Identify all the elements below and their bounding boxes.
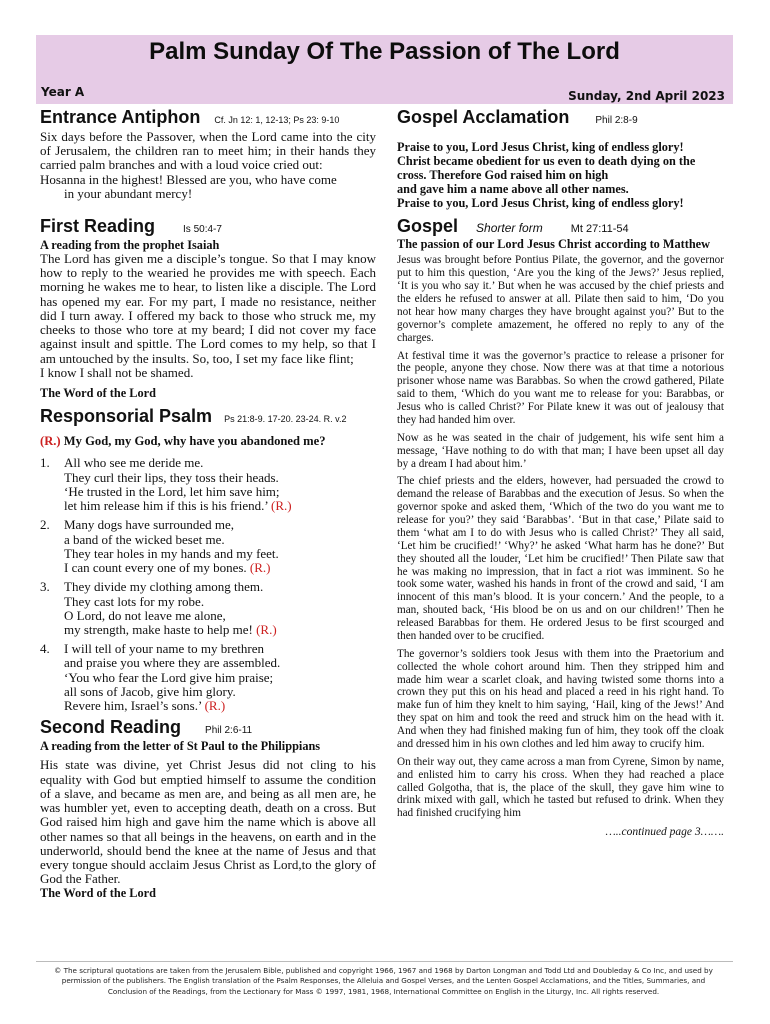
stanza-line-last [64,699,280,713]
stanza-line: all sons of Jacob, give him glory. [64,683,236,699]
entrance-antiphon-text: Six days before the Passover, when the Lord came into the city of Jerusalem, the children ran to meet him; in their hands they carried palm branches and with a loud voice cried out: [40,128,376,173]
gospel-acclamation-heading [397,108,724,128]
stanza-line: They curl their lips, they toss their heads. [64,469,279,485]
gospel-paragraph: The governor’s soldiers took Jesus with them into the Praetorium and collected the whole cohort around him. Then they stripped him and made him wear a scarlet cloak, and having twisted some thorns into a crown they put this on his head and placed a reed in his right hand. To make fun of him they knelt to him saying, ‘Hail, king of the Jews!’ And they spat on him and took the reed and struck him on the head with it. And when they had finished making fun of him, they took off the cloak and dressed him in his own clothes and led him away to crucify him. [397,647,724,750]
service-date: Sunday, 2nd April 2023 [568,89,725,103]
footer-divider [36,961,733,962]
stanza-line-last [64,623,277,637]
second-reading-closing: The Word of the Lord [40,886,156,901]
acclamation-line: Praise to you, Lord Jesus Christ, king of endless glory! [397,196,684,211]
stanza-line: They tear holes in my hands and my feet. [64,545,279,561]
gospel-ref: Mt 27:11-54 [570,222,629,235]
footer-line: permission of the publishers. The English translation of the Psalm Responses, the Alleluia and Gospel Verses, and the Lenten Gospel Acclamations, and the Titles, Summaries, and [61,976,706,986]
response-marker: (R.) [256,622,277,637]
stanza-line: I will tell of your name to my brethren [64,641,265,657]
response-marker: (R.) [40,433,61,448]
first-reading-title: First Reading [40,215,156,236]
stanza-line-last [64,561,279,575]
psalm-stanza [40,518,376,575]
stanza-line: ‘He trusted in the Lord, let him save him; [64,483,280,499]
first-reading-ref: Is 50:4-7 [183,223,222,235]
gospel-acclamation-title: Gospel Acclamation [397,107,570,127]
first-reading-last-line: I know I shall not be shamed. [40,364,194,380]
stanza-line: They divide my clothing among them. [64,579,264,595]
right-column [397,108,724,838]
stanza-line: O Lord, do not leave me alone, [64,607,226,623]
entrance-antiphon-hosanna: Hosanna in the highest! Blessed are you, who have come [40,171,337,187]
page-title: Palm Sunday Of The Passion of The Lord [149,38,620,65]
psalm-response-text: My God, my God, why have you abandoned me? [63,433,326,448]
gospel-subtitle: The passion of our Lord Jesus Christ according to Matthew [397,237,711,252]
first-reading-subtitle: A reading from the prophet Isaiah [40,237,220,252]
gospel-paragraph: Jesus was brought before Pontius Pilate, the governor, and the governor put to him this question, ‘Are you the king of the Jews?’ Jesus replied, ‘It is you who say it.’ But when he was accused by the chief priests and the elders he refused to answer at all. Pilate then said to him, ‘Do you not hear how many charges they have brought against you?’ But to the governor’s complete amazement, he offered no reply to any of the charges. [397,254,724,344]
acclamation-line: and gave him a name above all other names. [397,182,629,197]
second-reading-heading [40,718,376,738]
acclamation-line: Praise to you, Lord Jesus Christ, king of endless glory! [397,139,684,154]
gospel-paragraph: At festival time it was the governor’s practice to release a prisoner for the people, anyone they chose. Now there was at that time a notorious prisoner whose name was Barabbas. So when the crowd gathered, Pilate said to them, ‘Which do you want me to release for you: Barabbas, or Jesus who is called Christ?’ For Pilate knew it was out of jealousy that they had handed him over. [397,349,724,426]
first-reading-heading [40,217,376,237]
stanza-line-last [64,499,292,513]
stanza-line: and praise you where they are assembled. [64,655,281,671]
stanza-line: I can count every one of my bones. [64,560,247,576]
entrance-antiphon-title: Entrance Antiphon [40,107,201,127]
first-reading-closing: The Word of the Lord [40,386,156,401]
stanza-line: Many dogs have surrounded me, [64,517,235,533]
psalm-stanza [40,456,376,513]
psalm-title: Responsorial Psalm [40,406,213,427]
stanza-line: a band of the wicked beset me. [64,531,225,547]
gospel-form: Shorter form [476,220,543,235]
gospel-paragraph: Now as he was seated in the chair of judgement, his wife sent him a message, ‘Have nothing to do with that man; I have been upset all day by a dream I had about him.’ [397,431,724,470]
gospel-heading [397,217,724,237]
stanza-line: All who see me deride me. [64,455,204,471]
stanza-number: 4. [40,641,50,657]
stanza-line: let him release him if this is his friend.’ [64,498,268,514]
stanza-number: 2. [40,517,50,533]
stanza-number: 3. [40,579,50,595]
gospel-paragraph: On their way out, they came across a man from Cyrene, Simon by name, and enlisted him to carry his cross. When they had reached a place called Golgotha, that is, the place of the skull, they gave him wine to drink mixed with gall, which he tasted but refused to drink. When they had finished crucifying him [397,755,724,820]
psalm-response [40,434,376,448]
entrance-antiphon-hosanna-cont: in your abundant mercy! [64,185,193,201]
left-column [40,108,376,901]
psalm-ref: Ps 21:8-9. 17-20. 23-24. R. v.2 [224,414,347,425]
liturgical-year: Year A [41,85,85,99]
psalm-stanza [40,580,376,637]
stanza-line: Revere him, Israel’s sons.’ [64,698,202,714]
psalm-stanza [40,642,376,713]
stanza-line: my strength, make haste to help me! [64,622,253,637]
second-reading-title: Second Reading [40,717,182,738]
gospel-acclamation-ref: Phil 2:8-9 [595,115,638,126]
footer-line: Conclusion of the Readings, from the Lectionary for Mass © 1997, 1981, 1968, International Committee on English in the Liturgy, Inc. All rights reserved. [107,986,660,996]
stanza-number: 1. [40,455,50,471]
second-reading-subtitle: A reading from the letter of St Paul to the Philippians [40,739,321,754]
response-marker: (R.) [249,560,271,576]
response-marker: (R.) [271,498,292,514]
acclamation-line: Christ became obedient for us even to death dying on the cross. Therefore God raised him on high [397,153,696,183]
footer-line: © The scriptural quotations are taken from the Jerusalem Bible, published and copyright 1966, 1967 and 1968 by Darton Longman and Todd Ltd and Doubleday & Co Inc, and used by [54,966,713,975]
second-reading-ref: Phil 2:6-11 [205,725,253,737]
first-reading-text: The Lord has given me a disciple’s tongue. So that I may know how to reply to the wearied he provides me with speech. Each morning he wakes me to hear, to listen like a disciple. The Lord has opened my ear. For my part, I made no resistance, neither did I turn away. I offered my back to those who struck me, my cheeks to those who tore at my beard; I did not cover my face against insult and spittle. The Lord comes to my help, so that I am untouched by the insults. So, too, I set my face like flint; [40,250,376,366]
copyright-footer [40,966,727,997]
title-banner [36,35,733,104]
gospel-title: Gospel [397,215,459,236]
entrance-antiphon-heading [40,108,376,128]
continued-note: …..continued page 3……. [605,826,724,839]
response-marker: (R.) [204,698,226,714]
second-reading-text: His state was divine, yet Christ Jesus did not cling to his equality with God but emptied himself to assume the condition of a slave, and became as men are, and being as all men are, he was humbler yet, even to accepting death, death on a cross. But God raised him high and gave him the name which is above all other names so that all beings in the heavens, on earth and in the underworld, should bend the knee at the name of Jesus and that every tongue should acclaim Jesus Christ as Lord,to the glory of God the Father. [40,757,376,887]
stanza-line: ‘You who fear the Lord give him praise; [64,669,274,685]
psalm-heading [40,407,376,427]
gospel-paragraph: The chief priests and the elders, however, had persuaded the crowd to demand the release of Barabbas and the execution of Jesus. So when the governor spoke and asked them, ‘Which of the two do you want me to release for you?’ they said ‘Barabbas’. ‘But in that case,’ Pilate said to them ‘what am I to do with Jesus who is called Christ?’ They all said, ‘Let him be crucified!’ ‘Why?’ he asked ‘What harm has he done?’ But they shouted all the louder, ‘Let him be crucified!’ Then Pilate saw that he was making no impression, that in fact a riot was imminent. So he took some water, washed his hands in front of the crowd and said, ‘I am innocent of this man’s blood. It is your concern.’ And the people, to a man, shouted back, ‘His blood be on us and on our children!’ Then he released Barabbas for them. He ordered Jesus to be first scourged and then handed over to be crucified. [397,475,724,642]
stanza-line: They cast lots for my robe. [64,593,205,609]
entrance-antiphon-ref: Cf. Jn 12: 1, 12-13; Ps 23: 9-10 [214,115,340,125]
